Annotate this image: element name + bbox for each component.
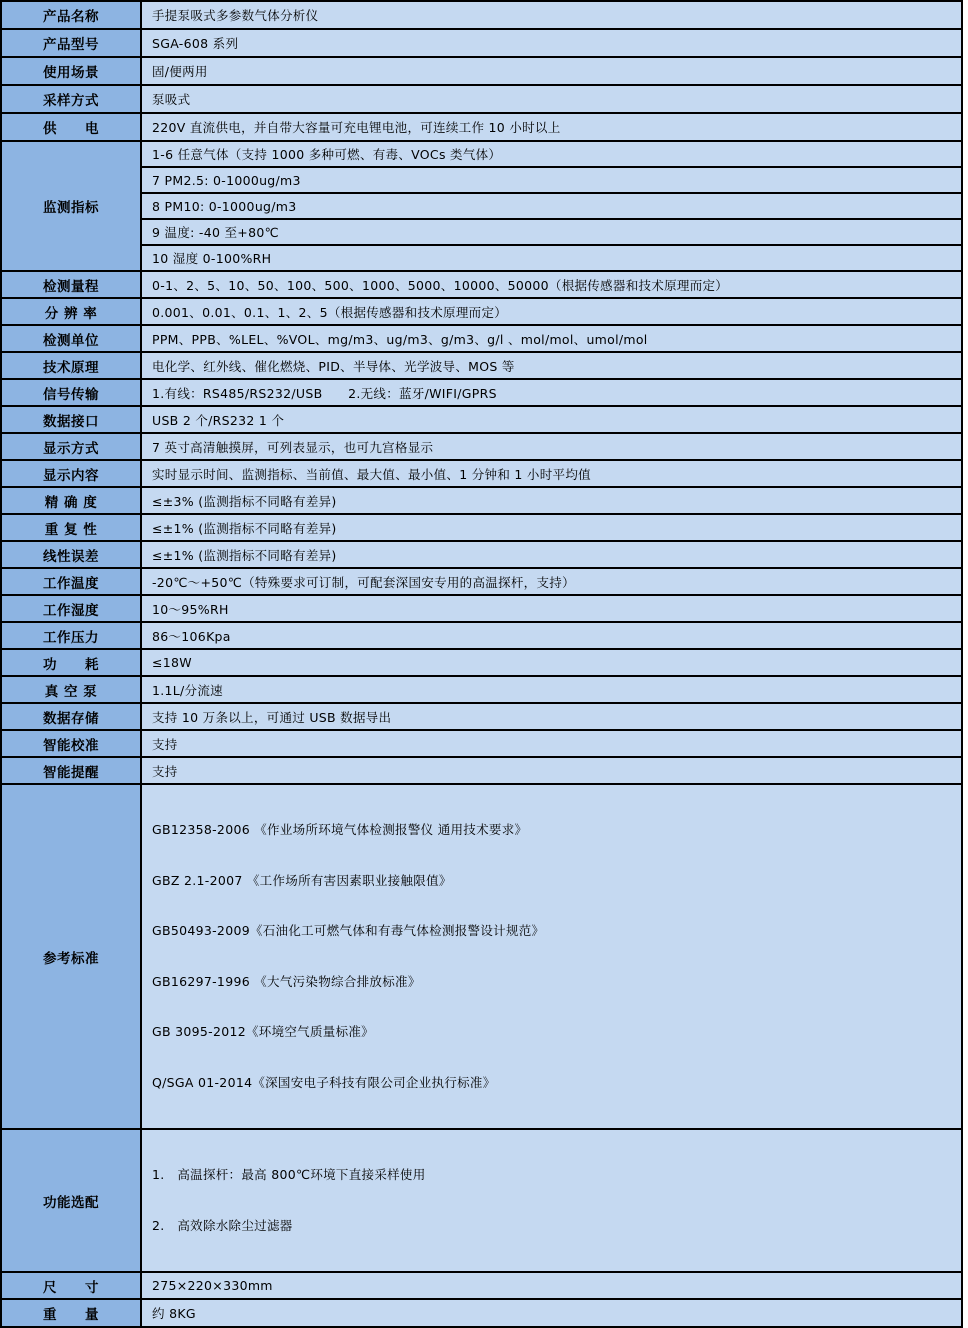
row-resolution	[1, 298, 962, 325]
row-monitoring-indicators-sub	[1, 245, 962, 271]
spec-label: 检测量程	[1, 271, 141, 298]
spec-label: 技术原理	[1, 352, 141, 379]
spec-label: 供 电	[1, 113, 141, 141]
row-product-name	[1, 1, 962, 29]
standard-line: GBZ 2.1-2007 《工作场所有害因素职业接触限值》	[152, 872, 452, 888]
row-monitoring-indicators-sub	[1, 219, 962, 245]
row-working-humidity	[1, 595, 962, 622]
spec-value: 0-1、2、5、10、50、100、500、1000、5000、10000、50000（根据传感器和技术原理而定）	[141, 271, 962, 298]
option-line: 1. 高温探杆：最高 800℃环境下直接采样使用	[152, 1167, 426, 1182]
spec-label: 信号传输	[1, 379, 141, 406]
spec-value: USB 2 个/RS232 1 个	[141, 406, 962, 433]
row-optional-features	[1, 1129, 962, 1272]
row-detection-units	[1, 325, 962, 352]
spec-value: ≤±1% (监测指标不同略有差异)	[141, 541, 962, 568]
spec-value: 支持	[141, 757, 962, 784]
spec-label: 监测指标	[1, 141, 141, 271]
spec-label: 智能校准	[1, 730, 141, 757]
spec-value: 86～106Kpa	[141, 622, 962, 649]
option-line: 2. 高效除水除尘过滤器	[152, 1217, 293, 1233]
row-technical-principle	[1, 352, 962, 379]
row-repeatability	[1, 514, 962, 541]
spec-value: 支持 10 万条以上，可通过 USB 数据导出	[141, 703, 962, 730]
spec-label: 功 耗	[1, 649, 141, 676]
spec-value: 0.001、0.01、0.1、1、2、5（根据传感器和技术原理而定）	[141, 298, 962, 325]
row-signal-transmission	[1, 379, 962, 406]
row-working-pressure	[1, 622, 962, 649]
row-data-interface	[1, 406, 962, 433]
row-sampling-method	[1, 85, 962, 113]
row-usage-scenario	[1, 57, 962, 85]
spec-value	[141, 1129, 962, 1272]
spec-label: 显示方式	[1, 433, 141, 460]
row-data-storage	[1, 703, 962, 730]
spec-value: 1.1L/分流速	[141, 676, 962, 703]
standard-line: GB50493-2009《石油化工可燃气体和有毒气体检测报警设计规范》	[152, 923, 545, 938]
spec-value: 10～95%RH	[141, 595, 962, 622]
spec-label: 尺 寸	[1, 1272, 141, 1299]
spec-subvalue: 7 PM2.5: 0-1000ug/m3	[141, 167, 962, 193]
standard-line: GB16297-1996 《大气污染物综合排放标准》	[152, 973, 421, 989]
spec-value: SGA-608 系列	[141, 29, 962, 57]
spec-label: 功能选配	[1, 1129, 141, 1272]
row-monitoring-indicators-sub	[1, 193, 962, 219]
spec-value: 固/便两用	[141, 57, 962, 85]
spec-value: 7 英寸高清触摸屏，可列表显示，也可九宫格显示	[141, 433, 962, 460]
row-reference-standards	[1, 784, 962, 1129]
spec-label: 产品型号	[1, 29, 141, 57]
spec-value	[141, 784, 962, 1129]
standard-line: Q/SGA 01-2014《深国安电子科技有限公司企业执行标准》	[152, 1074, 496, 1090]
spec-label: 工作压力	[1, 622, 141, 649]
spec-value: ≤18W	[141, 649, 962, 676]
standard-line: GB 3095-2012《环境空气质量标准》	[152, 1024, 374, 1039]
row-power-consumption	[1, 649, 962, 676]
spec-label: 分 辨 率	[1, 298, 141, 325]
spec-subvalue: 9 温度: -40 至+80℃	[141, 219, 962, 245]
spec-label: 重 复 性	[1, 514, 141, 541]
spec-value: 约 8KG	[141, 1299, 962, 1327]
spec-value: 220V 直流供电，并自带大容量可充电锂电池，可连续工作 10 小时以上	[141, 113, 962, 141]
row-product-model	[1, 29, 962, 57]
spec-subvalue: 8 PM10: 0-1000ug/m3	[141, 193, 962, 219]
row-weight	[1, 1299, 962, 1327]
spec-value: ≤±1% (监测指标不同略有差异)	[141, 514, 962, 541]
spec-subvalue: 1-6 任意气体（支持 1000 多种可燃、有毒、VOCs 类气体）	[141, 141, 962, 167]
row-monitoring-indicators-sub	[1, 167, 962, 193]
row-monitoring-indicators	[1, 141, 962, 167]
row-accuracy	[1, 487, 962, 514]
spec-label: 智能提醒	[1, 757, 141, 784]
spec-value: 支持	[141, 730, 962, 757]
spec-label: 显示内容	[1, 460, 141, 487]
spec-label: 真 空 泵	[1, 676, 141, 703]
spec-label: 参考标准	[1, 784, 141, 1129]
row-display-content	[1, 460, 962, 487]
row-vacuum-pump	[1, 676, 962, 703]
row-dimensions	[1, 1272, 962, 1299]
spec-label: 线性误差	[1, 541, 141, 568]
spec-label: 精 确 度	[1, 487, 141, 514]
spec-label: 工作温度	[1, 568, 141, 595]
row-power-supply	[1, 113, 962, 141]
row-linearity-error	[1, 541, 962, 568]
spec-value: 手提泵吸式多参数气体分析仪	[141, 1, 962, 29]
spec-label: 使用场景	[1, 57, 141, 85]
standard-line: GB12358-2006 《作业场所环境气体检测报警仪 通用技术要求》	[152, 822, 528, 837]
spec-label: 采样方式	[1, 85, 141, 113]
row-smart-calibration	[1, 730, 962, 757]
row-working-temperature	[1, 568, 962, 595]
spec-value: -20℃～+50℃（特殊要求可订制，可配套深国安专用的高温探杆，支持）	[141, 568, 962, 595]
row-display-mode	[1, 433, 962, 460]
spec-value: 实时显示时间、监测指标、当前值、最大值、最小值、1 分钟和 1 小时平均值	[141, 460, 962, 487]
spec-value: 电化学、红外线、催化燃烧、PID、半导体、光学波导、MOS 等	[141, 352, 962, 379]
spec-label: 数据存储	[1, 703, 141, 730]
spec-label: 数据接口	[1, 406, 141, 433]
spec-label: 检测单位	[1, 325, 141, 352]
spec-value: 泵吸式	[141, 85, 962, 113]
spec-value: ≤±3% (监测指标不同略有差异)	[141, 487, 962, 514]
spec-value: PPM、PPB、%LEL、%VOL、mg/m3、ug/m3、g/m3、g/l 、mol/mol、umol/mol	[141, 325, 962, 352]
spec-subvalue: 10 湿度 0-100%RH	[141, 245, 962, 271]
spec-value: 275×220×330mm	[141, 1272, 962, 1299]
spec-label: 重 量	[1, 1299, 141, 1327]
spec-label: 产品名称	[1, 1, 141, 29]
row-smart-reminder	[1, 757, 962, 784]
spec-label: 工作湿度	[1, 595, 141, 622]
spec-value: 1.有线：RS485/RS232/USB 2.无线：蓝牙/WIFI/GPRS	[141, 379, 962, 406]
row-detection-range	[1, 271, 962, 298]
